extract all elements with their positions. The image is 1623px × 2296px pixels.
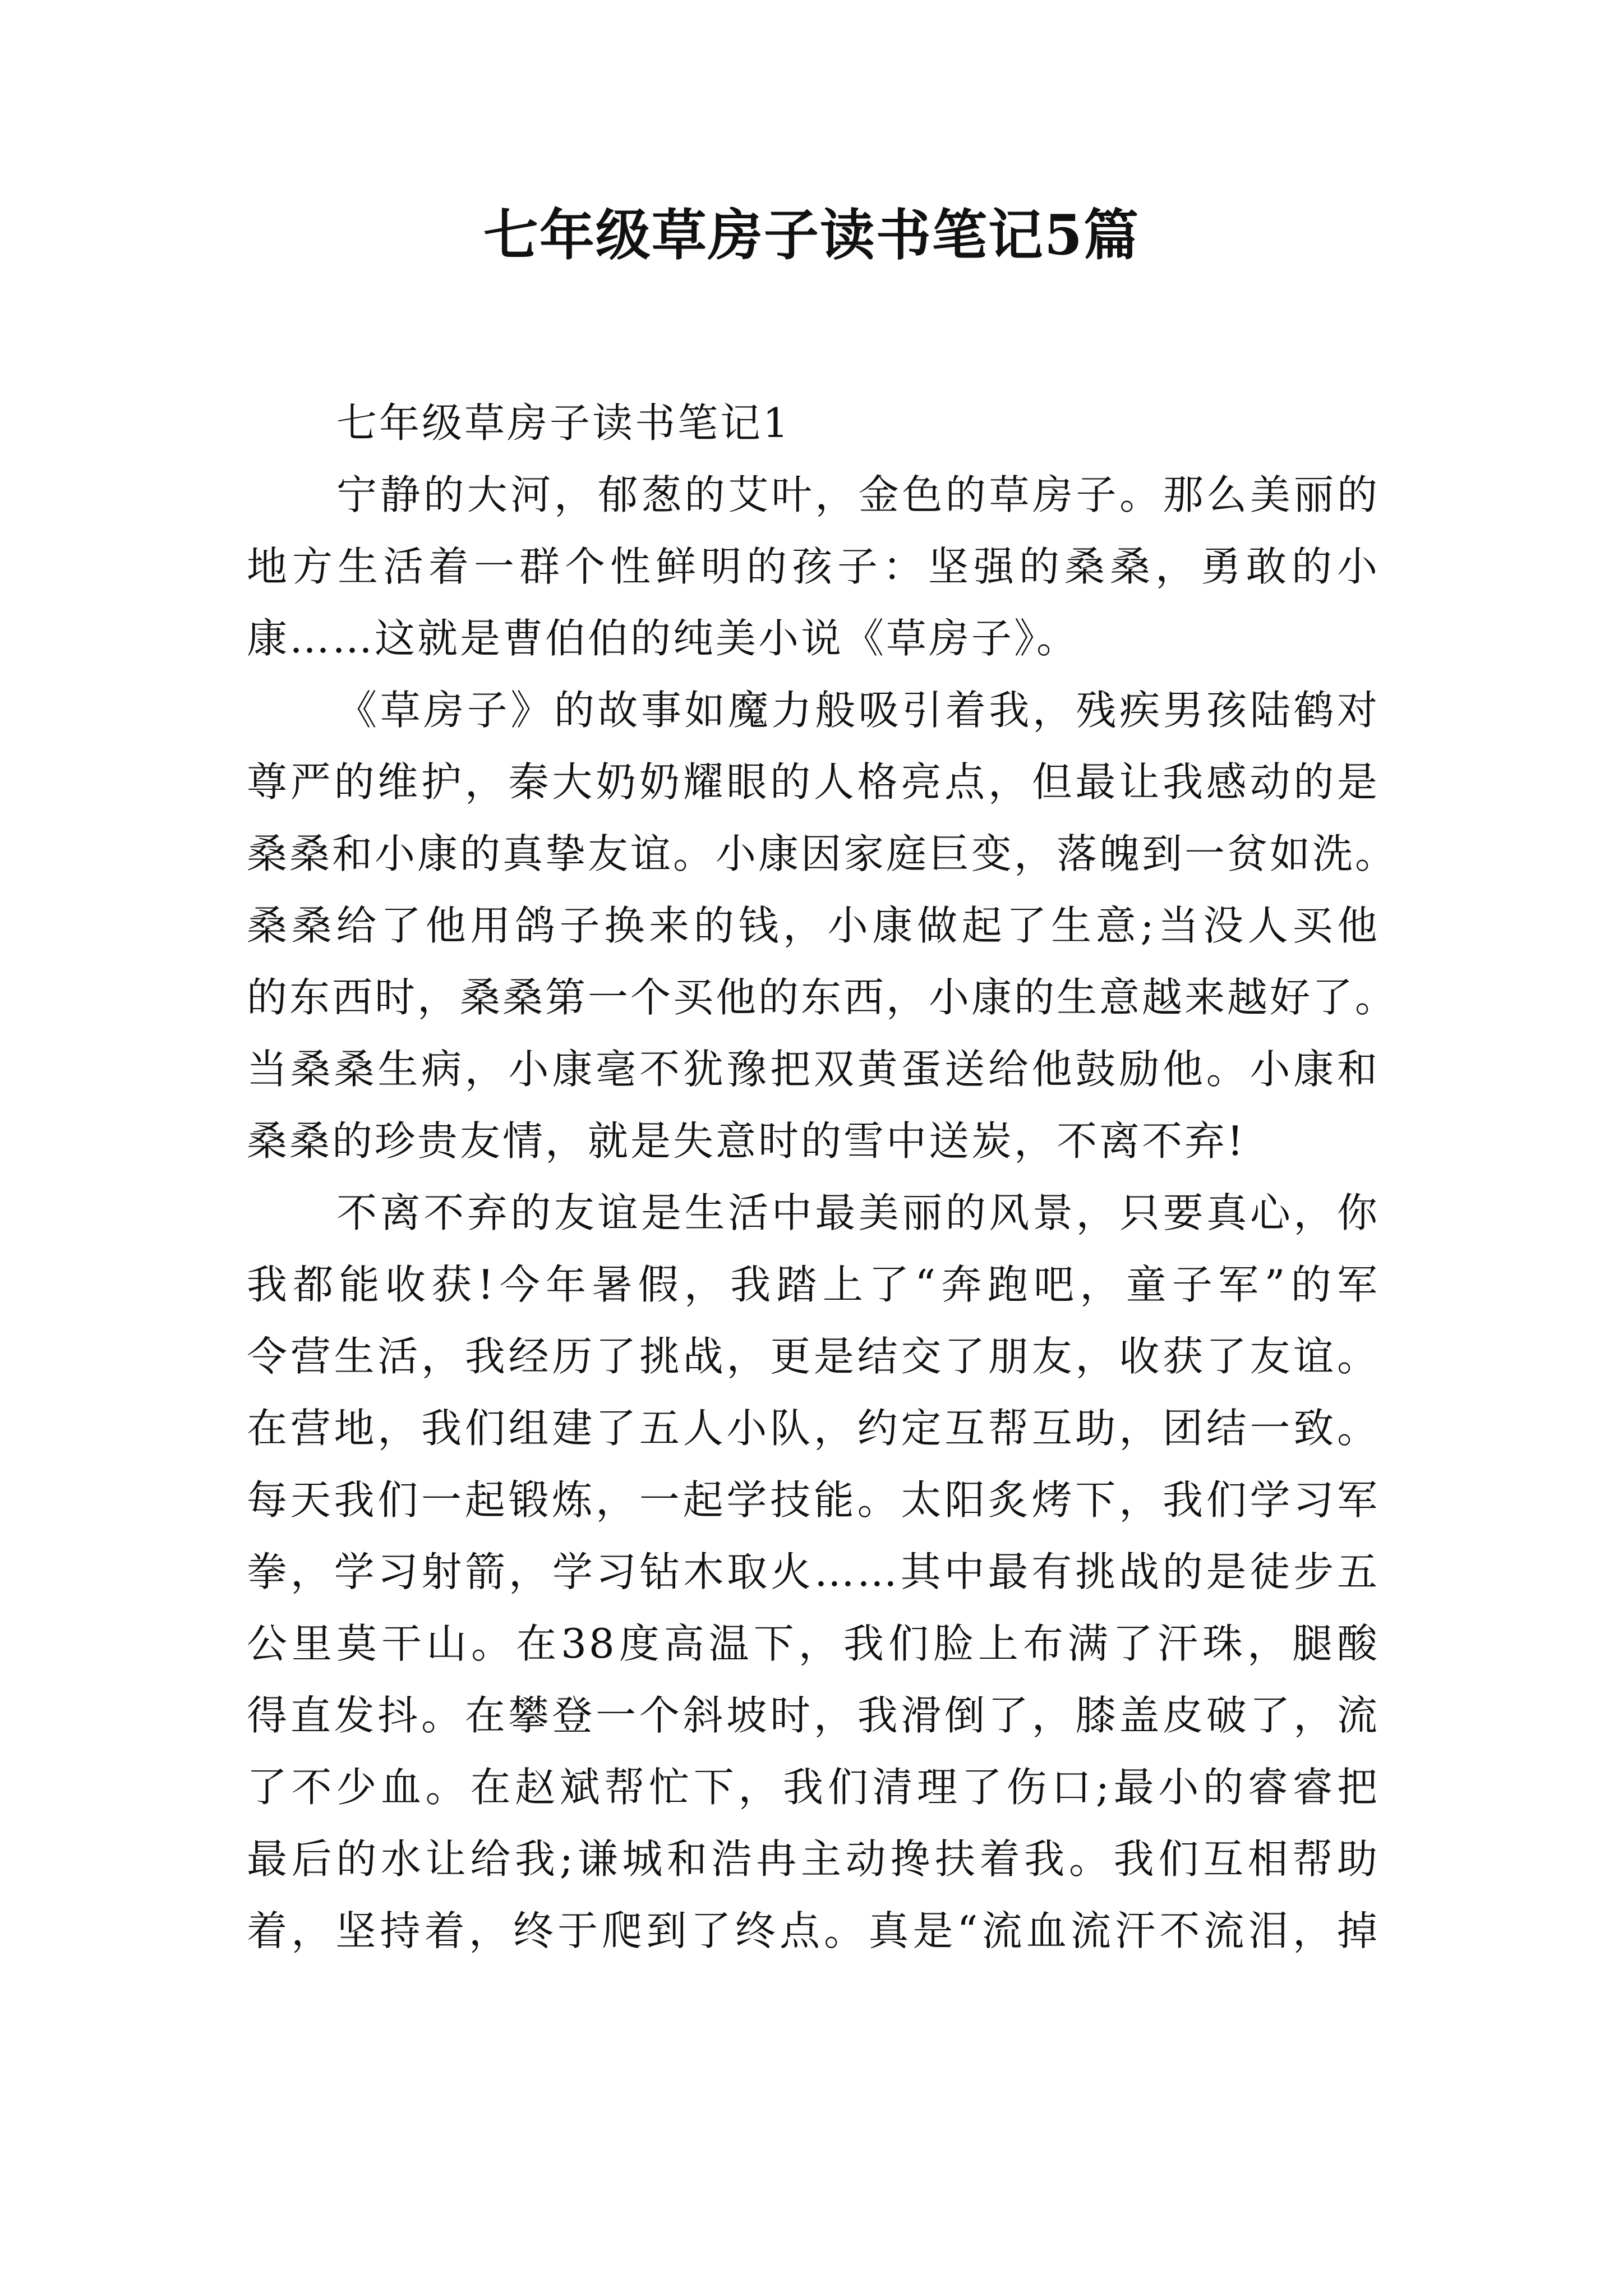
- text-line: 拳，学习射箭，学习钻木取火……其中最有挑战的是徒步五: [247, 1548, 1380, 1595]
- text-line: 着，坚持着，终于爬到了终点。真是“流血流汗不流泪，掉: [247, 1907, 1380, 1954]
- text-line: 得直发抖。在攀登一个斜坡时，我滑倒了，膝盖皮破了，流: [247, 1692, 1380, 1739]
- text-line: 桑桑和小康的真挚友谊。小康因家庭巨变，落魄到一贫如洗。: [247, 830, 1398, 877]
- text-line: 当桑桑生病，小康毫不犹豫把双黄蛋送给他鼓励他。小康和: [247, 1046, 1380, 1093]
- text-line: 不离不弃的友谊是生活中最美丽的风景，只要真心，你: [336, 1189, 1380, 1236]
- text-line: 桑桑给了他用鸽子换来的钱，小康做起了生意;当没人买他: [247, 902, 1380, 949]
- text-line: 的东西时，桑桑第一个买他的东西，小康的生意越来越好了。: [247, 974, 1398, 1021]
- text-line: 最后的水让给我;谦城和浩冉主动搀扶着我。我们互相帮助: [247, 1835, 1380, 1883]
- text-line: 每天我们一起锻炼，一起学技能。太阳炙烤下，我们学习军: [247, 1476, 1380, 1524]
- text-line: 宁静的大河，郁葱的艾叶，金色的草房子。那么美丽的: [336, 471, 1380, 518]
- text-line: 了不少血。在赵斌帮忙下，我们清理了伤口;最小的睿睿把: [247, 1764, 1380, 1811]
- text-line: 公里莫干山。在38度高温下，我们脸上布满了汗珠，腿酸: [247, 1620, 1380, 1667]
- document-title: 七年级草房子读书笔记5篇: [483, 203, 1140, 268]
- text-line: 康……这就是曹伯伯的纯美小说《草房子》。: [247, 615, 1080, 662]
- text-line: 尊严的维护，秦大奶奶耀眼的人格亮点，但最让我感动的是: [247, 758, 1380, 806]
- text-line: 令营生活，我经历了挑战，更是结交了朋友，收获了友谊。: [247, 1333, 1380, 1380]
- text-line: 《草房子》的故事如魔力般吸引着我，残疾男孩陆鹤对: [336, 687, 1380, 734]
- text-line: 我都能收获!今年暑假，我踏上了“奔跑吧，童子军”的军: [247, 1261, 1380, 1308]
- text-line: 地方生活着一群个性鲜明的孩子：坚强的桑桑，勇敢的小: [247, 543, 1380, 590]
- text-line: 桑桑的珍贵友情，就是失意时的雪中送炭，不离不弃!: [247, 1117, 1246, 1165]
- text-line: 七年级草房子读书笔记1: [336, 399, 791, 447]
- text-line: 在营地，我们组建了五人小队，约定互帮互助，团结一致。: [247, 1405, 1380, 1452]
- document-body: [247, 387, 1398, 1967]
